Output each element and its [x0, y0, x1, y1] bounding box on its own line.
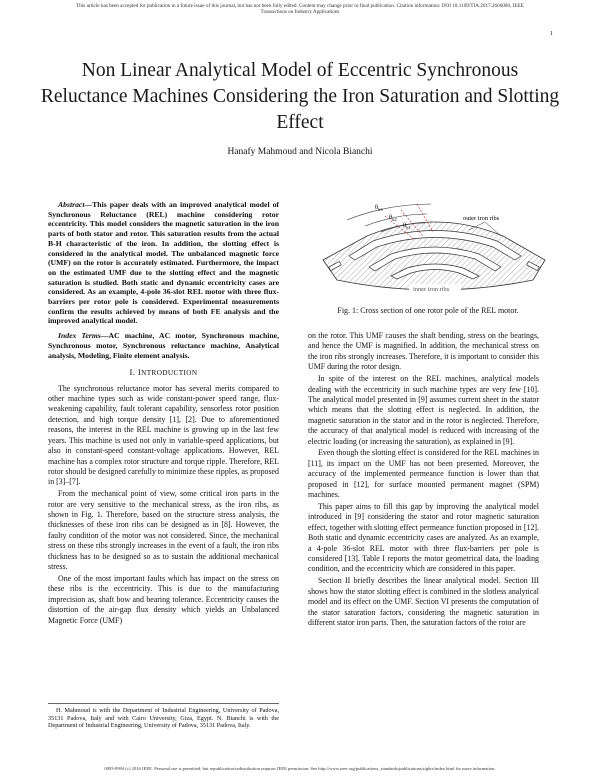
right-paragraph-4: This paper aims to fill this gap by improving the analytical model introduced in [9] considering the stator and rotor magnetic saturation effect, together with slotting effect permeance function proposed in [12]. Both static and dynamic eccentricity cases are analyzed. As an example, a 4-pole 36-slot REL motor with three flux-barriers per pole is considered [13]. Table I reports the motor geometrical data, the loading condition, and the eccentricity which are considered in this paper.: [308, 502, 539, 574]
abstract-label: Abstract: [58, 200, 85, 209]
index-terms: [48, 331, 279, 360]
index-terms-label: Index Terms: [58, 331, 101, 341]
abstract-text: —This paper deals with an improved analytical model of Synchronous Reluctance (REL) machine considering rotor eccentricity. This model considers the magnetic saturation in the iron parts of both stator and rotor. This saturation results from the actual B-H characteristic of the iron. In addition, the slotting effect is considered in the analytical model. The unbalanced magnetic force (UMF) on the rotor is accurately estimated. Furthermore, the impact on the estimated UMF due to the slotting effect and the magnetic saturation is studied. Both static and dynamic eccentricity cases are considered. As an example, 4-pole 36-slot REL motor with three flux-barriers per rotor pole is considered. Experimental measurements confirm the results achieved by means of both FE analysis and the improved analytical model.: [48, 200, 279, 326]
section-title-rest: NTRODUCTION: [141, 369, 198, 378]
figure-rotor-cross-section: [305, 196, 555, 318]
page-number: 1: [550, 31, 553, 37]
rotor-pole-diagram: [305, 196, 555, 308]
right-paragraph-1: on the rotor. This UMF causes the shaft bending, stress on the bearings, and hence the UMF is magnified. In addition, the mechanical stress on the iron ribs strongly increases. Therefore, it is important to consider this UMF during the rotor design.: [308, 331, 539, 372]
section-number: I.: [129, 367, 136, 378]
label-theta-b2: $\theta_{b2}$: [389, 214, 397, 222]
intro-paragraph-3: One of the most important faults which has impact on the stress on these ribs is the eccentricity. This is due to the manufacturing imprecision as, shaft bow and bearing tolerance. Eccentricity causes the distortion of the air-gap flux density which yields an Unbalanced Magnetic Force (UMF): [48, 573, 279, 625]
bottom-notice: 0093-9994 (c) 2016 IEEE. Personal use is permitted, but republication/redistribution requires IEEE permission. See http://www.ieee.org/publications_standards/publications/rights/index.html for more information.: [104, 766, 496, 771]
right-paragraph-3: Even though the slotting effect is considered for the REL machines in [11], its impact on the UMF has not been presented. Moreover, the accuracy of the implemented permeance function is lower than that proposed in [12], for surface mounted permanent magnet (SPM) machines.: [308, 448, 539, 500]
intro-paragraph-2: From the mechanical point of view, some critical iron parts in the rotor are very sensitive to the mechanical stress, as the iron ribs, as shown in Fig. 1. Therefore, based on the structure stress analysis, the thicknesses of these iron ribs can be designed as in [8]. However, the faulty condition of the motor was not considered. Since, the mechanical stress on these ribs strongly increases in the event of a fault, the iron ribs thickness has to be designed so as to sustain the additional mechanical stress.: [48, 489, 279, 572]
right-column: [308, 331, 539, 630]
section-title-first: I: [137, 367, 142, 378]
top-notice-line2: Transactions on Industry Applications: [260, 9, 340, 16]
intro-paragraph-1: The synchronous reluctance motor has several merits compared to other machine types such as wide constant-power speed range, flux-weakening capability, fault tolerant capability, sensorless rotor position detection, and high torque density [1], [2]. Due to aforementioned reasons, the interest in the REL machine is growing up in the last few years. This machine is used not only in variable-speed applications, but also in constant-speed constant-voltage applications. However, REL machine has a complex rotor structure and torque ripple. Therefore, REL rotor should be designed carefully to minimize these ripples, as proposed in [3]–[7].: [48, 383, 279, 487]
label-inner-ribs: inner iron ribs: [413, 286, 450, 293]
abstract: [48, 200, 279, 326]
footnote-text: H. Mahmoud is with the Department of Industrial Engineering, University of Padova, 35131 Padova, Italy and with Cairo University, Giza, Egypt. N. Bianchi is with the Department of Industrial Engineering, University of Padova, 35131 Padova, Italy.: [48, 707, 279, 730]
right-paragraph-2: In spite of the interest on the REL machines, analytical models dealing with the eccentricity in such machine types are very few [10]. The analytical model presented in [9] assumes current sheet in the stator which means that the slotting effect is neglected. In addition, the magnetic saturation in the stator and in the rotor is neglected. Therefore, the accuracy of that analytical model is reduced with increasing of the electric loading (or increasing the saturation), as explained in [9].: [308, 374, 539, 446]
author-footnote: [48, 703, 279, 730]
top-notice-line1: This article has been accepted for publication in a future issue of this journal, but has not been fully edited. Content may change prior to final publication. Citation information: DOI 10.1109/TIA.2017.2666086, IEEE: [76, 3, 524, 9]
paper-authors: Hanafy Mahmoud and Nicola Bianchi: [227, 147, 373, 157]
label-theta-b3: $\theta_{b3}$: [375, 204, 383, 212]
label-outer-ribs: outer iron ribs: [463, 215, 500, 222]
figure-caption: Fig. 1: Cross section of one rotor pole of the REL motor.: [337, 306, 519, 315]
section-heading-introduction: [48, 367, 279, 378]
label-theta-b1: $\theta_{b1}$: [403, 222, 411, 230]
index-terms-text: —AC machine, AC motor, Synchronous machine, Synchronous motor, Synchronous reluctance machine, Analytical analysis, Modeling, Finite element analysis.: [48, 331, 279, 360]
left-column: [48, 200, 279, 628]
paper-title: Non Linear Analytical Model of Eccentric Synchronous Reluctance Machines Considering the Iron Saturation and Slotting Effect: [40, 60, 560, 133]
right-paragraph-5: Section II briefly describes the linear analytical model. Section III shows how the stator slotting effect is combined in the slotless analytical model and its effect on the UMF. Section VI presents the computation of the stator saturation factors, considering the magnetic saturation in different stator iron parts. Then, the saturation factors of the rotor are: [308, 576, 539, 627]
top-notice: [0, 3, 600, 16]
